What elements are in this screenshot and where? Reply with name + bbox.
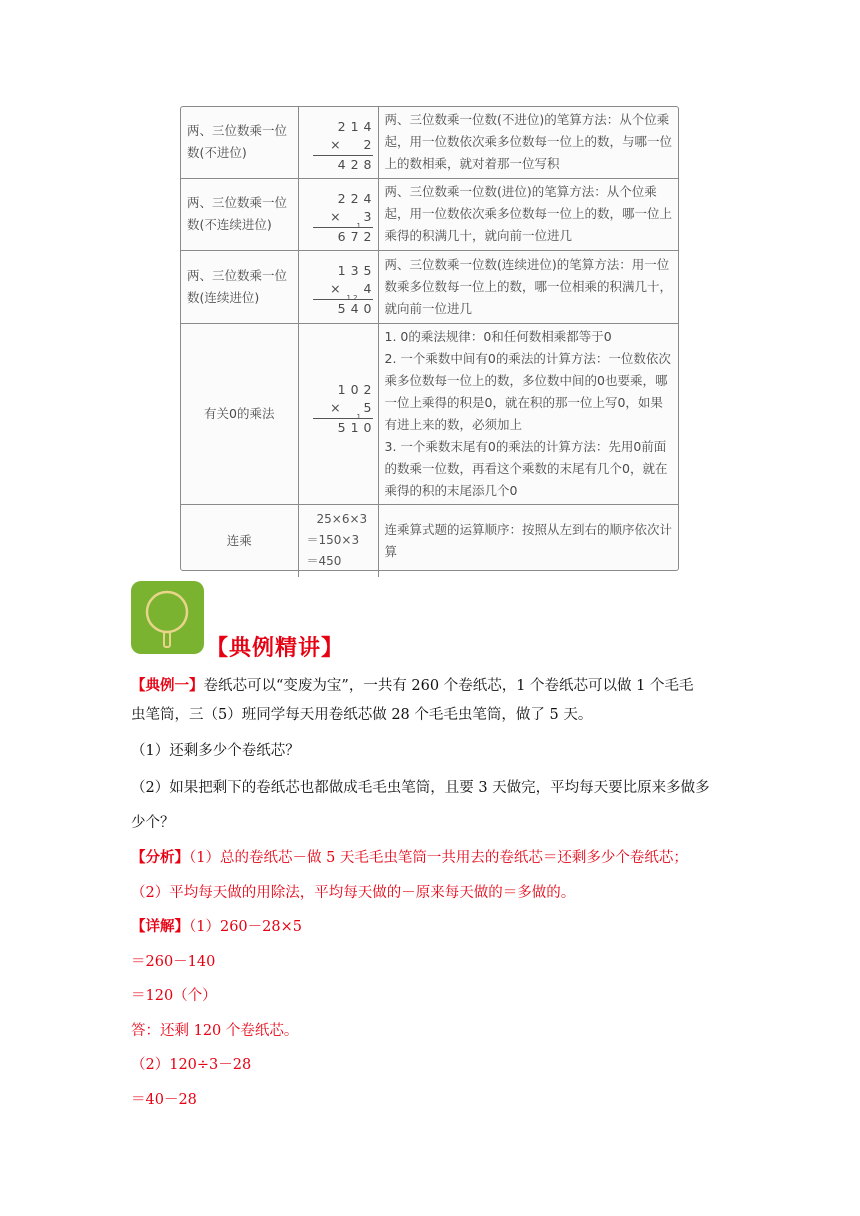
magnifier-icon bbox=[131, 581, 204, 654]
row-description bbox=[378, 323, 678, 504]
chain-line: ＝450 bbox=[306, 554, 342, 569]
row-description: 两、三位数乘一位数(进位)的笔算方法：从个位乘起，用一位数依次乘多位数每一位上的数，哪一位上乘得的积满几十，就向前一位进几 bbox=[378, 178, 678, 250]
row-title: 连乘 bbox=[181, 504, 298, 577]
analysis-label: 【分析】 bbox=[131, 849, 189, 866]
carry-digit: 1 bbox=[356, 412, 361, 421]
analysis-text: （1）总的卷纸芯－做 5 天毛毛虫笔筒一共用去的卷纸芯＝还剩多少个卷纸芯； bbox=[189, 850, 688, 866]
row-description: 两、三位数乘一位数(连续进位)的笔算方法：用一位数乘多位数每一位上的数，哪一位相乘的积满几十，就向前一位进几 bbox=[378, 250, 678, 323]
calc-line: 135 bbox=[337, 262, 377, 278]
detail-line bbox=[131, 915, 302, 936]
vertical-calc bbox=[298, 107, 378, 178]
calc-line: 428 bbox=[337, 157, 377, 172]
answer-line: 答：还剩 120 个卷纸芯。 bbox=[131, 1023, 299, 1039]
chain-line: 25×6×3 bbox=[316, 512, 368, 527]
table-row bbox=[181, 250, 678, 323]
magnifier-logo bbox=[131, 581, 204, 654]
table-row bbox=[181, 504, 678, 577]
analysis-line bbox=[131, 846, 688, 867]
calc-line: 540 bbox=[337, 300, 377, 316]
calc-line: × 2 bbox=[330, 137, 377, 152]
vertical-calc bbox=[298, 250, 378, 323]
multiplication-table bbox=[181, 107, 678, 577]
detail-text: （1）260－28×5 bbox=[189, 919, 302, 935]
table-row bbox=[181, 178, 678, 250]
detail-line: （2）120÷3－28 bbox=[131, 1057, 252, 1073]
calc-line: × 3 bbox=[330, 208, 377, 224]
carry-digit: 1 bbox=[356, 221, 361, 230]
table-row bbox=[181, 323, 678, 504]
example-text: 卷纸芯可以“变废为宝”，一共有 260 个卷纸芯，1 个卷纸芯可以做 1 个毛毛 bbox=[203, 678, 694, 694]
example-line bbox=[131, 674, 694, 695]
row-title: 两、三位数乘一位数(连续进位) bbox=[181, 250, 298, 323]
chain-line: ＝150×3 bbox=[306, 533, 360, 548]
section-heading: 【典例精讲】 bbox=[206, 635, 345, 661]
row-title: 有关0的乘法 bbox=[181, 323, 298, 504]
carry-digit: 1 2 bbox=[346, 293, 358, 302]
row-title: 两、三位数乘一位数(不进位) bbox=[181, 107, 298, 178]
question-2: （2）如果把剩下的卷纸芯也都做成毛毛虫笔筒，且要 3 天做完，平均每天要比原来多做多 bbox=[131, 780, 710, 796]
rule-item: 2. 一个乘数中间有0的乘法的计算方法：一位数依次乘多位数每一位上的数，多位数中间的0也要乘，哪一位上乘得的积是0，就在积的那一位上写0，如果有进上来的数，必须加上 bbox=[384, 350, 671, 432]
rule-item: 1. 0的乘法规律：0和任何数相乘都等于0 bbox=[384, 328, 612, 344]
calc-line: × 5 bbox=[330, 399, 377, 415]
chain-calc bbox=[298, 504, 378, 577]
example-line: 虫笔筒，三（5）班同学每天用卷纸芯做 28 个毛毛虫笔筒，做了 5 天。 bbox=[131, 707, 593, 723]
row-description: 两、三位数乘一位数(不进位)的笔算方法：从个位乘起，用一位数依次乘多位数每一位上的数，与哪一位上的数相乘，就对着那一位写积 bbox=[378, 107, 678, 178]
calc-line: 510 bbox=[337, 419, 377, 435]
analysis-line: （2）平均每天做的用除法，平均每天做的－原来每天做的＝多做的。 bbox=[131, 885, 576, 901]
calc-line: 102 bbox=[337, 381, 377, 397]
summary-table bbox=[180, 106, 679, 571]
detail-line: ＝260－140 bbox=[131, 954, 216, 970]
vertical-calc bbox=[298, 178, 378, 250]
row-title: 两、三位数乘一位数(不连续进位) bbox=[181, 178, 298, 250]
calc-line: 224 bbox=[337, 190, 377, 206]
detail-line: ＝120（个） bbox=[131, 988, 217, 1004]
calc-line: 672 bbox=[337, 228, 377, 244]
row-description: 连乘算式题的运算顺序：按照从左到右的顺序依次计算 bbox=[378, 504, 678, 577]
question-2-cont: 少个？ bbox=[131, 815, 175, 831]
table-row bbox=[181, 107, 678, 178]
vertical-calc bbox=[298, 323, 378, 504]
example-label: 【典例一】 bbox=[131, 677, 204, 694]
detail-label: 【详解】 bbox=[131, 918, 189, 935]
question-1: （1）还剩多少个卷纸芯？ bbox=[131, 743, 300, 759]
calc-line: 214 bbox=[337, 119, 377, 134]
detail-line: ＝40－28 bbox=[131, 1092, 197, 1108]
calc-line: × 4 bbox=[330, 280, 377, 296]
rule-item: 3. 一个乘数末尾有0的乘法的计算方法：先用0前面的数乘一位数，再看这个乘数的末尾有几个0，就在乘得的积的末尾添几个0 bbox=[384, 438, 668, 498]
